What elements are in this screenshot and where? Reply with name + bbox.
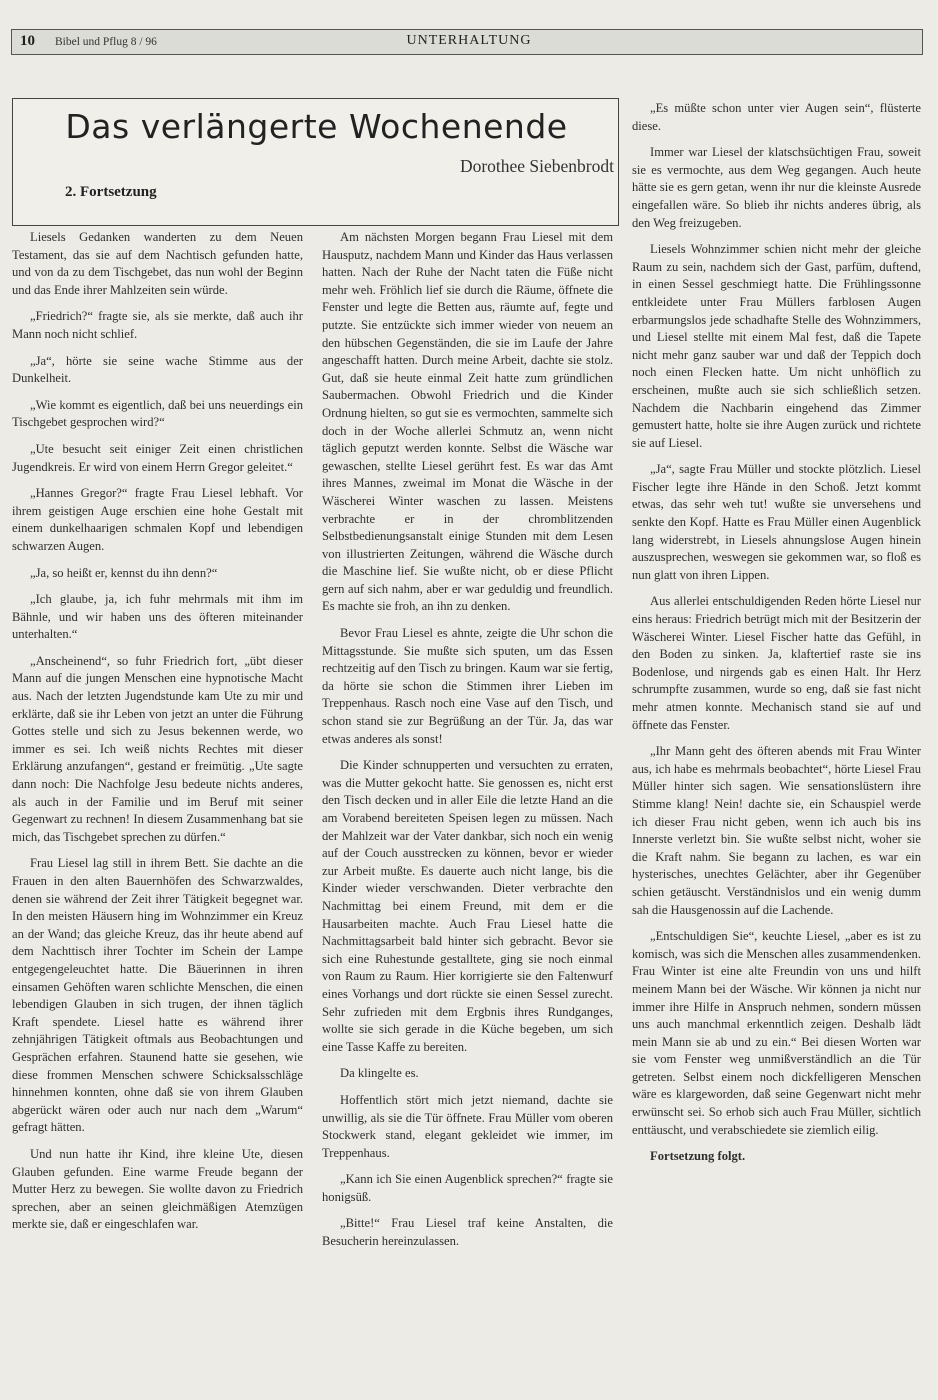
text-column-1: [12, 229, 303, 1243]
paragraph: „Ihr Mann geht des öfteren abends mit Frau Winter aus, ich habe es mehrmals beobachtet“, hörte Liesel Frau Müller hinter sich sagen. Wie sensationslüstern ihre Stimme klang! Nein! dachte sie, ein Schauspiel werde ich dieser Frau nicht geben, wenn ich auch bis ins Innerste verletzt bin. Sie wußte selbst nicht, woher sie die Kraft nahm. Sie begann zu lachen, es war ein hysterisches, unechtes Gelächter, aber ihr Gegenüber schien getäuscht. Verständnislos und ein wenig dumm sah die Hausgenossin auf die Lachende.: [632, 744, 921, 917]
article-title: Das verlängerte Wochenende: [65, 107, 568, 146]
page-number: 10: [20, 33, 35, 49]
paragraph: „Friedrich?“ fragte sie, als sie merkte, daß auch ihr Mann noch nicht schlief.: [12, 309, 303, 341]
paragraph: Hoffentlich stört mich jetzt niemand, dachte sie unwillig, als sie die Tür öffnete. Frau Müller vom oberen Stockwerk stand, elegant gekleidet wie immer, im Treppenhaus.: [322, 1092, 613, 1160]
paragraph: „Ich glaube, ja, ich fuhr mehrmals mit ihm im Bähnle, und wir haben uns des öfteren miteinander unterhalten.“: [12, 592, 303, 642]
paragraph: „Ja“, sagte Frau Müller und stockte plötzlich. Liesel Fischer legte ihre Hände in den Schoß. Jetzt kommt etwas, das sehr weh tut! wußte sie unversehens und senkte den Kopf. Hatte es Frau Müller einen Augenblick lang widerstrebt, in Liesels ahnungslose Augen hinein auszusprechen, weswegen sie gekommen war, so floß es nun glatt von ihren Lippen.: [632, 462, 921, 582]
paragraph: „Wie kommt es eigentlich, daß bei uns neuerdings ein Tischgebet gesprochen wird?“: [12, 397, 303, 430]
title-box: [12, 98, 619, 226]
text-column-2: [322, 229, 613, 1260]
paragraph: Bevor Frau Liesel es ahnte, zeigte die Uhr schon die Mittagsstunde. Sie mußte sich sputen, um das Essen rechtzeitig auf den Tisch zu bringen. Kaum war sie fertig, da hörte sie schon die Stimmen ihrer Lieben im Treppenhaus. Rasch noch eine Vase auf den Tisch, und schon stand sie zur Begrüßung an der Tür. Ja, das war etwas anderes als sonst!: [322, 626, 613, 746]
continuation-note: Fortsetzung folgt.: [650, 1149, 746, 1164]
paragraph: Immer war Liesel der klatschsüchtigen Frau, soweit sie es vermochte, aus dem Weg gegangen. Auch heute hätte sie es gern getan, wenn ihr nur die kleinste Ausrede eingefallen wäre. So blieb ihr nichts anderes übrig, als den Weg freizugeben.: [632, 145, 921, 230]
installment-label: 2. Fortsetzung: [65, 184, 157, 200]
paragraph: Und nun hatte ihr Kind, ihre kleine Ute, diesen Glauben gefunden. Eine warme Freude begann der Mutter Herz zu bewegen. Sie wollte davon zu Friedrich sprechen, aber an seinen gleichmäßigen Atemzügen merkte sie, daß er eingeschlafen war.: [12, 1146, 303, 1232]
paragraph: „Ja“, hörte sie seine wache Stimme aus der Dunkelheit.: [12, 353, 303, 386]
paragraph: Liesels Gedanken wanderten zu dem Neuen Testament, das sie auf dem Nachtisch gefunden hatte, und von da zu dem Tischgebet, das nun wohl der Beginn und das Ende ihrer Mahlzeiten sein würde.: [12, 230, 303, 297]
paragraph: Aus allerlei entschuldigenden Reden hörte Liesel nur eins heraus: Friedrich betrügt mich mit der Besitzerin der Wäscherei Winter. Liesel Fischer hatte das Gefühl, in den Boden zu sinken. Ja, klaftertief raste sie ins Bodenlose, und nirgends gab es einen Halt. Ihr Herz schrumpfte zusammen, wurde so eng, daß sie fast nicht mehr atmen konnte. Mechanisch stand sie auf und öffnete das Fenster.: [632, 594, 921, 732]
magazine-issue: Bibel und Pflug 8 / 96: [55, 36, 157, 48]
paragraph: „Ja, so heißt er, kennst du ihn denn?“: [30, 565, 218, 580]
paragraph: Da klingelte es.: [340, 1066, 419, 1081]
paragraph: Die Kinder schnupperten und versuchten zu erraten, was die Mutter gekocht hatte. Sie genossen es, nicht erst den Tisch decken und in aller Eile die letzte Hand an die am Vorabend bereiteten Speisen legen zu müssen. Nach der Mahlzeit war der Vater dankbar, sich noch ein wenig auf der Couch ausstrecken zu können, bevor er wieder zur Arbeit mußte. Es dauerte auch nicht lange, bis die Kinder wieder verschwanden. Dieter verbrachte den Nachmittag bei einem Freund, mit dem er die Hausarbeiten machte. Auch Frau Liesel hatte die Nachmittagsarbeit bald hinter sich gebracht. Bevor sie sich eine Ruhestunde gestalltete, ging sie noch einmal von Raum zu Raum. Hier korrigierte sie den Faltenwurf eines Vorhangs und dort rückte sie einen Sessel zurecht. Sehr zufrieden mit dem Ergbnis ihres Rundganges, wollte sie sich gerade in die Küche begeben, um sich eine Tasse Kaffe zu bereiten.: [322, 758, 613, 1054]
paragraph: „Bitte!“ Frau Liesel traf keine Anstalten, die Besucherin hereinzulassen.: [322, 1216, 613, 1249]
text-column-3: [632, 100, 921, 1175]
paragraph: „Anscheinend“, so fuhr Friedrich fort, „übt dieser Mann auf die jungen Menschen eine hypnotische Macht aus. Nach der letzten Jugendstunde kam Ute zu mir und erklärte, daß sie ihr Leben von jetzt an unter die Führung Gottes stelle und sich zu Jesus bekennen werde, wo immer es sei. Ich weiß nichts Rechtes mit dieser Erklärung anzufangen“, gestand er freimütig. „Ute sagte dann noch: Die Nachfolge Jesu bedeute nichts anderes, als auch in der Familie und im Beruf mit seiner Gegenwart zu rechnen! In diesem Zusammenhang bat sie mich, das Tischgebet sprechen zu dürfen.“: [12, 653, 303, 844]
paragraph: „Ute besucht seit einiger Zeit einen christlichen Jugendkreis. Er wird von einem Herrn Gregor geleitet.“: [12, 441, 303, 474]
paragraph: Am nächsten Morgen begann Frau Liesel mit dem Hausputz, nachdem Mann und Kinder das Haus verlassen hatten. Nach der Ruhe der Nacht taten die Füße nicht mehr weh. Fröhlich lief sie durch die Räume, öffnete die Fenster und legte die Betten aus, räumte auf, fegte und putzte. Sie entzückte sich immer wieder von neuem an den hübschen Gegenständen, die sie im Laufe der Jahre angeschafft hatten. Durch meine Arbeit, dachte sie stolz. Gut, daß sie heute einmal Zeit hatte zum gründlichen Saubermachen. Obwohl Friedrich und die Kinder Ordnung hielten, so gut sie es vermochten, sammelte sich doch in der Woche allerlei Schmutz an, wenn nicht täglich geputzt werden konnte. Selbst die Wäsche war gewaschen, stellte Liesel gerührt fest. Es war das Amt ihres Mannes, zweimal im Monat die Wäsche in der Wäscherei Winter waschen zu lassen. Meistens verbrachte er in der chromblitzenden Selbstbedienungsanstalt einige Stunden mit dem Lesen von illustrierten Zeitungen, während die Wäsche durch die Maschine lief. Sie wußte nicht, ob er diese Pflicht gern auf sich nahm, aber er war geduldig und freundlich. Es machte sie froh, an ihn zu denken.: [322, 230, 613, 614]
paragraph: Frau Liesel lag still in ihrem Bett. Sie dachte an die Frauen in den alten Bauernhöfen des Schwarzwaldes, denen sie während der Zeit ihrer Tätigkeit begegnet war. In den meisten Häusern hing im Wohnzimmer ein Kreuz an der Wand; das gleiche Kreuz, das ihr heute abend auf dem Nachttisch ihrer Tochter im Schein der Lampe entgegengeleuchtet hatte. Die Bäuerinnen in ihren einsamen Gehöften waren schlichte Menschen, die einen lebendigen Glauben in sich trugen, der ihnen täglich Kraft spendete. Liesel hatte es während ihrer zehnjährigen Tätigkeit oftmals aus Beobachtungen und Gesprächen erfahren. Staunend hatte sie gesehen, wie diese frommen Menschen schwere Schicksalsschläge hinnehmen konnten, ohne daß sie von ihrem Glauben abgerückt wären oder auch nur nach dem „Warum“ gefragt hätten.: [12, 856, 303, 1135]
paragraph: Liesels Wohnzimmer schien nicht mehr der gleiche Raum zu sein, nachdem sich der Gast, parfüm, duftend, in einen Sessel geschmiegt hatte. Die Frühlingssonne entkleidete unter Frau Müllers farblosen Augen erbarmungslos jede schadhafte Stelle des Wohnzimmers, und Liesel stellte mit einem Mal fest, daß die Tapete nicht mehr ganz sauber war und daß der Teppich doch noch einen Flecken hatte. Um nicht unhöflich zu erscheinen, mußte auch sie sich schließlich setzen. Nachdem die Nachbarin eingehend das Zimmer gemustert hatte, holte sie ihre Augen zurück und richtete sie auf Liesel.: [632, 242, 921, 450]
paragraph: „Hannes Gregor?“ fragte Frau Liesel lebhaft. Vor ihrem geistigen Auge erschien eine hohe Gestalt mit einem dunkelhaarigen schmalen Kopf und lebendigen schwarzen Augen.: [12, 486, 303, 553]
paragraph: „Entschuldigen Sie“, keuchte Liesel, „aber es ist zu komisch, was sich die Menschen alles zusammendenken. Frau Winter ist eine alte Freundin von uns und hilft meinem Mann bei der Wäsche. Wir können ja nicht nur immer ihre Hilfe in Anspruch nehmen, sondern müssen uns auch manchmal erkenntlich zeigen. Deshalb lädt mein Mann sie ab und zu ein.“ Bei diesen Worten war sie vom Fenster weg unmißverständlich an die Tür getreten. Selbst einem noch dickfelligeren Menschen wäre es klargeworden, daß seine Gegenwart nicht mehr erwünscht sei. So erhob sich auch Frau Müller, sichtlich enttäuscht, und verabschiedete sie ziemlich eilig.: [632, 929, 921, 1137]
paragraph: „Es müßte schon unter vier Augen sein“, flüsterte diese.: [632, 101, 921, 133]
paragraph: „Kann ich Sie einen Augenblick sprechen?“ fragte sie honigsüß.: [322, 1172, 613, 1204]
article-author: Dorothee Siebenbrodt: [459, 156, 614, 176]
section-title: UNTERHALTUNG: [406, 33, 532, 48]
